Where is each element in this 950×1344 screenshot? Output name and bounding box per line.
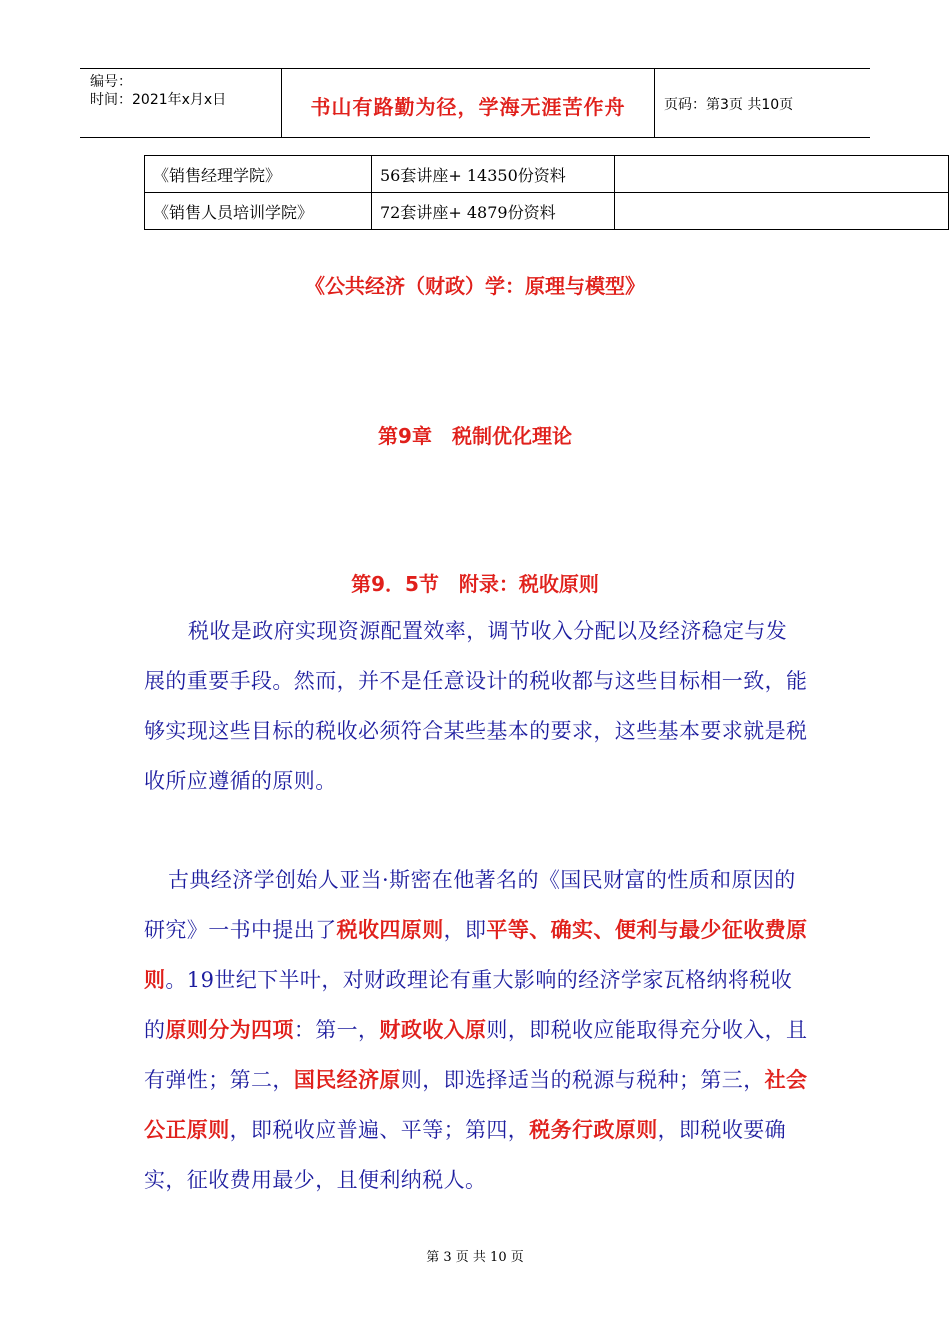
page-header (80, 68, 870, 138)
page-footer: 第 3 页 共 10 页 (426, 1250, 524, 1265)
table-row (145, 156, 949, 193)
highlight-text: 税务行政原则 (529, 1118, 658, 1142)
chapter-title: 第9章 税制优化理论 (378, 424, 572, 448)
paragraph-principles (144, 855, 808, 1205)
text-run: 。19世纪下半叶，对财政理论有重大影响的经济学家瓦格纳将税收的 (144, 968, 793, 1042)
table-row (145, 193, 949, 230)
highlight-text: 财政收入原 (379, 1018, 487, 1042)
book-title: 《公共经济（财政）学：原理与模型》 (305, 274, 645, 298)
time-label: 时间：2021年x月x日 (90, 92, 227, 108)
resource-extra (615, 193, 949, 230)
resource-name: 《销售经理学院》 (145, 156, 372, 193)
section-title: 第9．5节 附录：税收原则 (351, 572, 599, 596)
highlight-text: 社会公正原则 (144, 1068, 808, 1142)
resource-extra (615, 156, 949, 193)
text-run: ，即 (443, 918, 487, 942)
highlight-text: 原则分为四项 (165, 1018, 294, 1042)
highlight-text: 国民经济原 (293, 1068, 401, 1092)
resource-content: 72套讲座+ 4879份资料 (372, 193, 615, 230)
text-run: ，即税收要确实，征收费用最少，且便利纳税人。 (144, 1118, 787, 1192)
highlight-text: 税收四原则 (336, 918, 444, 942)
paragraph-intro: 税收是政府实现资源配置效率，调节收入分配以及经济稳定与发展的重要手段。然而，并不是任意设计的税收都与这些目标相一致，能够实现这些目标的税收必须符合某些基本的要求，这些基本要求就是税收所应遵循的原则。 (144, 619, 808, 793)
highlight-text: 平等、确实、便利与最少征收费原则 (144, 918, 808, 992)
text-run: ：第一， (293, 1018, 380, 1042)
serial-label: 编号： (90, 74, 132, 90)
resource-content: 56套讲座+ 14350份资料 (372, 156, 615, 193)
header-page-cell (654, 69, 870, 137)
header-meta-cell (80, 69, 281, 137)
text-run: 则，即选择适当的税源与税种；第三， (400, 1068, 765, 1092)
text-run: 则，即税收应能取得充分收入，且有弹性；第二， (144, 1018, 808, 1092)
text-run: ，即税收应普遍、平等；第四， (229, 1118, 530, 1142)
header-motto: 书山有路勤为径，学海无涯苦作舟 (310, 95, 626, 119)
resource-name: 《销售人员培训学院》 (145, 193, 372, 230)
header-page-label: 页码：第3页 共10页 (664, 97, 794, 113)
header-motto-cell (281, 69, 655, 137)
resource-table (144, 155, 949, 230)
text-run: 古典经济学创始人亚当·斯密在他著名的《国民财富的性质和原因的研究》一书中提出了 (144, 868, 796, 942)
